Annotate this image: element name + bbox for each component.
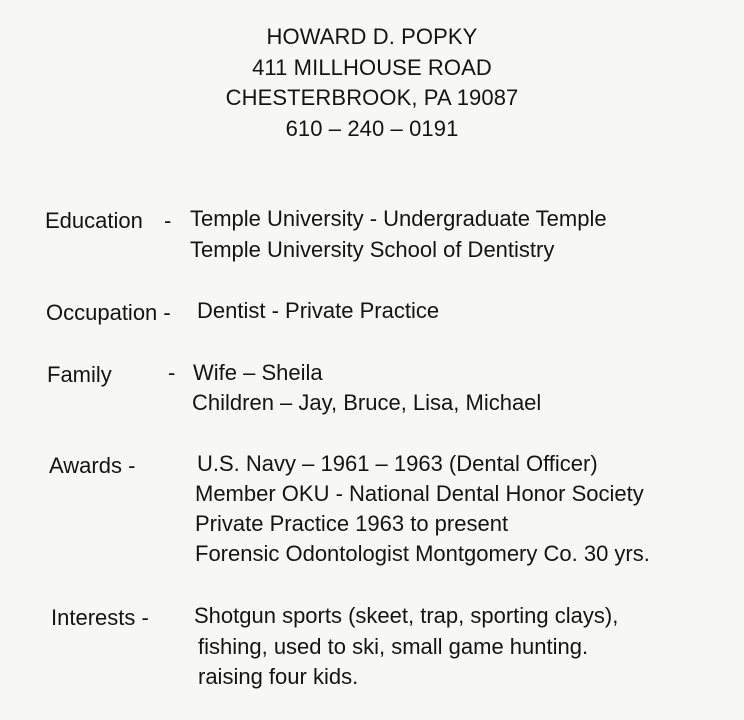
education-line-2: Temple University School of Dentistry	[190, 237, 555, 262]
interests-line-3: raising four kids.	[198, 664, 359, 689]
contact-header	[0, 22, 744, 144]
street-address: 411 MILLHOUSE ROAD	[252, 54, 492, 80]
education-dash: -	[164, 208, 172, 233]
city-state-zip: CHESTERBROOK, PA 19087	[225, 85, 519, 110]
family-line-2: Children – Jay, Bruce, Lisa, Michael	[192, 390, 542, 415]
education-label: Education	[45, 208, 143, 233]
occupation-line-1: Dentist - Private Practice	[197, 298, 440, 323]
awards-label: Awards -	[49, 453, 136, 478]
education-line-1: Temple University - Undergraduate Temple	[190, 206, 607, 231]
family-line-1: Wife – Sheila	[193, 360, 323, 385]
phone-number: 610 – 240 – 0191	[285, 115, 459, 141]
family-label: Family	[47, 362, 112, 387]
occupation-label: Occupation -	[46, 300, 171, 325]
awards-line-3: Private Practice 1963 to present	[195, 511, 509, 536]
awards-line-1: U.S. Navy – 1961 – 1963 (Dental Officer)	[197, 451, 598, 476]
interests-label: Interests -	[51, 605, 149, 630]
family-dash: -	[168, 360, 176, 385]
awards-line-4: Forensic Odontologist Montgomery Co. 30 yrs.	[195, 541, 650, 566]
person-name: HOWARD D. POPKY	[266, 24, 478, 49]
interests-line-2: fishing, used to ski, small game hunting.	[198, 634, 589, 659]
interests-line-1: Shotgun sports (skeet, trap, sporting clays),	[194, 603, 619, 628]
awards-line-2: Member OKU - National Dental Honor Society	[195, 481, 644, 506]
